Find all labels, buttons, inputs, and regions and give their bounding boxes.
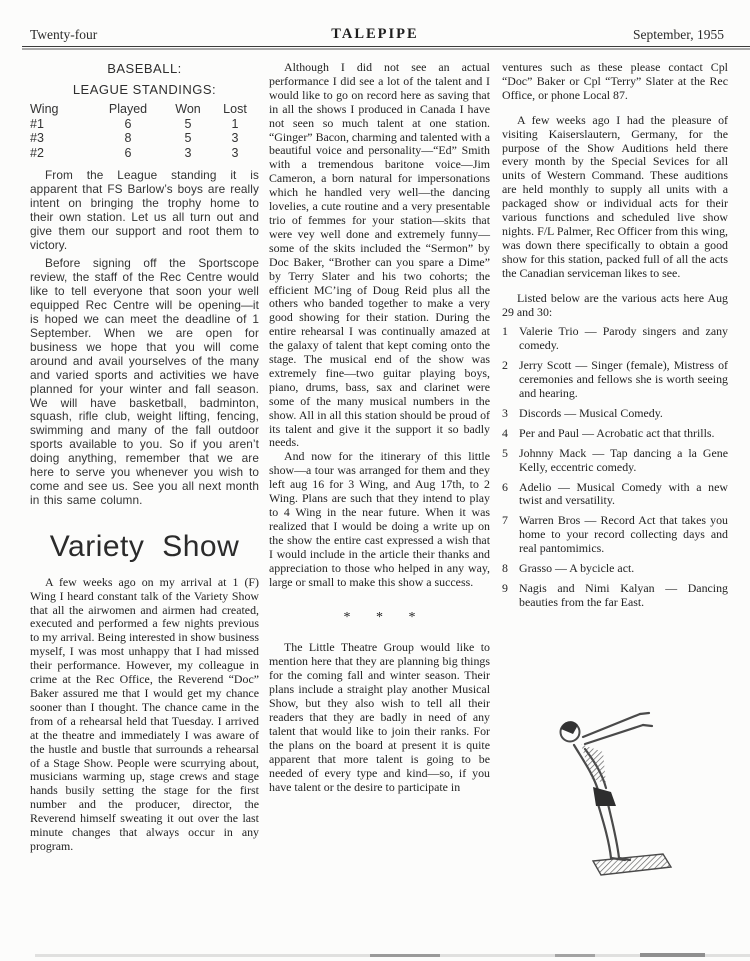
act-item: 6 Adelio — Musical Comedy with a new twist and versatility. [502, 479, 728, 508]
act-item: 5 Johnny Mack — Tap dancing a la Gene Kelly, eccentric comedy. [502, 445, 728, 474]
column-2 [269, 61, 490, 794]
acts-list [502, 325, 728, 609]
standings-row: #3 8 5 3 [30, 131, 239, 145]
acts-list-intro: Listed below are the various acts here Aug 29 and 30: [502, 290, 728, 319]
article-headline: Variety Show [49, 529, 240, 563]
header-rule [22, 46, 750, 50]
diving-board [593, 854, 671, 875]
masthead-title: TALEPIPE [331, 26, 419, 42]
act-item: 1 Valerie Trio — Parody singers and zany comedy. [502, 324, 728, 353]
act-item: 2 Jerry Scott — Singer (female), Mistress of ceremonies and fellows she is worth seeing and hearing. [502, 358, 728, 401]
act-item: 9 Nagis and Nimi Kalyan — Dancing beauties from the far East. [502, 581, 728, 609]
col-header-wing: Wing [30, 102, 59, 116]
sportscope-paragraph: Before signing off the Sportscope review, the staff of the Rec Centre would like to tell everyone that soon your well equipped Rec Centre will be opening—it is hoped we can meet the deadline of 1 September. When we are open for business we hope that you will come around and avail yourselves of the many and varied sports and activities we have planned for your winter and fall season. We will have basketball, badminton, squash, rifle club, weight lifting, fencing, swimming and many of the fall outdoor sports available to you. So if you aren’t doing anything, remember that we are here to serve you whenever you wish to come and see us. See you all next month in this same column. [30, 256, 259, 507]
scan-artifact-bottom [555, 954, 595, 957]
article-paragraph: A few weeks ago on my arrival at 1 (F) Wing I heard constant talk of the Variety Show that all the airwomen and airmen had created, executed and performed a few nights previous to my arrival. Being interested in show business myself, I was most unhappy that I had missed their performance. However, my colleague in crime at the Rec Office, the Reverend “Doc” Baker assured me that I would get my chance sooner than I thought. The chance came in the from of a rehearsal held that Tuesday. I arrived at the theatre and immediately I was aware of the hustle and bustle that surrounds a rehearsal of a Stage Show. People were scurrying about, musicians warming up, stage crews and stage hands busily setting the stage for the first number and the producer, director, the Reverend himself sweating it out over the last minute changes that always occur in any program. [30, 574, 259, 853]
scan-artifact-bottom [640, 953, 705, 957]
page-number: Twenty-four [30, 27, 98, 42]
col-header-played: Played [108, 102, 148, 116]
sportscope-paragraph: From the League standing it is apparent that FS Barlow’s boys are really intent on bringing the trophy home to their own station. Let us all turn out and give them our support and root them to victory. [30, 168, 259, 252]
col-header-lost: Lost [223, 102, 247, 116]
article-paragraph: ventures such as these please contact Cpl “Doc” Baker or Cpl “Terry” Slater at the Rec Office, or phone Local 87. [502, 60, 728, 102]
standings-subtitle: LEAGUE STANDINGS: [72, 82, 217, 97]
col-header-won: Won [175, 102, 201, 116]
standings-header-row [30, 102, 259, 117]
column-1 [30, 58, 259, 854]
scan-artifact-bottom [370, 954, 440, 957]
asterisk-separator: * * * [343, 610, 416, 626]
standings-row: #1 6 5 1 [30, 116, 239, 131]
act-item: 7 Warren Bros — Record Act that takes you home to your record collecting days and real pantomimics. [502, 513, 728, 556]
article-paragraph: The Little Theatre Group would like to mention here that they are planning big things for the coming fall and winter season. Their plans include a straight play another Musical Show, but they also wish to tell all their readers that they are badly in need of any talent that would like to join their ranks. For the plans on the board at present it is quite apparent that more talent is going to be needed of every type and kind—so, if you have talent or the desire to participate in [269, 640, 490, 794]
act-item: 3 Discords — Musical Comedy. [502, 405, 663, 420]
standings-title: BASEBALL: [107, 61, 182, 76]
column-3 [502, 61, 728, 610]
swim-trunks [593, 787, 616, 806]
standings-table [30, 102, 259, 160]
issue-date: September, 1955 [633, 27, 724, 42]
article-paragraph: A few weeks ago I had the pleasure of visiting Kaiserslautern, Germany, for the purpose of the Show Auditions held there every month by the Special Sevices for all units of Western Command. These auditions are held monthly to supply all units with a packaged show or individual acts for their various functions and scheduled live show nights. F/L Palmer, Rec Officer from this wing, was down there specifically to obtain a good show for this station, packed full of all the acts the Canadian serviceman likes to see. [502, 112, 728, 280]
standings-row: #2 6 3 3 [30, 145, 239, 160]
article-paragraph: And now for the itinerary of this little show—a tour was arranged for them and they left aug 16 for 3 Wing, and Aug 17th, to 2 Wing. Plans are such that they intend to play to 4 Wing in the near future. When it was realized that I would be doing a write up on the show the entire cast expressed a wish that I would include in the article their thanks and appreciation to those who helped in any way, large or small to make this show a success. [269, 449, 490, 589]
act-item: 4 Per and Paul — Acrobatic act that thrills. [502, 425, 715, 440]
article-paragraph: Although I did not see an actual performance I did see a lot of the talent and I would like to go on record here as saving that in all the shows I produced in Canada I have not seen so much talent at one station. “Ginger” Bacon, charming and talented with a beautiful voice and personality—“Ed” Smith with a tremendous baritone voice—Jim Cameron, a born natural for impersonations which he handled very well—the dancing lovelies, a cute routine and a very presentable trio of femmes for your station—skits that were vey well done and extremely funny—some of the skits included the “Sermon” by Doc Baker, “Brother can you spare a Dime” by Terry Slater and his two cohorts; the efficient MC’ing of Doug Reid plus all the others who banded together to make a very good showing for their station. During the entire rehearsal I was continually amazed at the galaxy of talent that kept coming onto the stage. The musical end of the show was extremely fine—two guitar playing boys, piano, drums, bass, sax and clarinet were some of the many musical numbers in the show. All in all this station should be proud of its talent and give it the support it so badly needs. [269, 60, 490, 450]
diver-illustration [543, 708, 683, 894]
act-item: 8 Grasso — A bycicle act. [502, 561, 635, 576]
league-standings [30, 58, 259, 508]
